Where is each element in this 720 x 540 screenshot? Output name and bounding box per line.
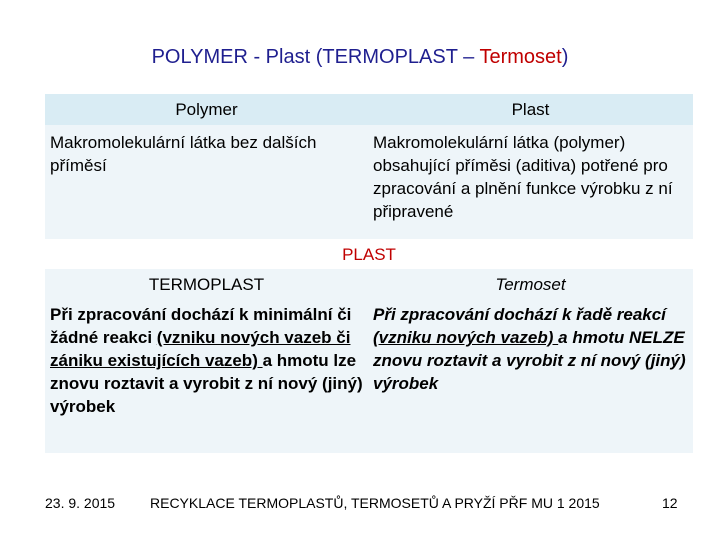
plast-row (45, 239, 693, 269)
polymer-definition: Makromolekulární látka bez dalších příměsí (45, 125, 368, 239)
footer-date: 23. 9. 2015 (45, 495, 116, 511)
termoplast-description (45, 299, 368, 453)
definition-row (45, 125, 693, 239)
title-red: Termoset (479, 46, 562, 68)
plast-label: PLAST (45, 239, 693, 269)
termoplast-text-underlined: (vzniku nových vazeb či zániku existujících vazeb) (50, 328, 351, 370)
termoset-text-a: Při zpracování dochází k řadě reakcí (373, 305, 666, 324)
termoplast-header: TERMOPLAST (45, 269, 368, 299)
title-end: ) (561, 46, 569, 68)
plast-definition: Makromolekulární látka (polymer) obsahující příměsi (aditiva) potřené pro zpracování a plnění funkce výrobku z ní připravené (368, 125, 693, 239)
termoset-header: Termoset (368, 269, 693, 299)
subheader-row (45, 269, 693, 299)
termoset-text-underlined: (vzniku nových vazeb) (373, 328, 559, 347)
polymer-header: Polymer (45, 94, 368, 125)
termoplast-text-a: Při zpracování dochází k minimální či žádné reakci (50, 305, 352, 347)
footer-title: RECYKLACE TERMOPLASTŮ, TERMOSETŮ A PRYŽÍ PŘF MU 1 2015 (150, 495, 600, 511)
plast-header: Plast (368, 94, 693, 125)
slide-title (0, 46, 720, 69)
description-row (45, 299, 693, 453)
page-number: 12 (662, 495, 678, 511)
title-main: POLYMER - Plast (TERMOPLAST – (151, 46, 480, 68)
termoplast-text-b: a hmotu lze znovu roztavit a vyrobit z ní nový (jiný) výrobek (50, 351, 363, 416)
termoset-text-b: a hmotu NELZE znovu roztavit a vyrobit z ní nový (jiný) výrobek (373, 328, 686, 393)
header-row (45, 94, 693, 125)
termoset-description (368, 299, 693, 453)
comparison-table (45, 94, 693, 453)
